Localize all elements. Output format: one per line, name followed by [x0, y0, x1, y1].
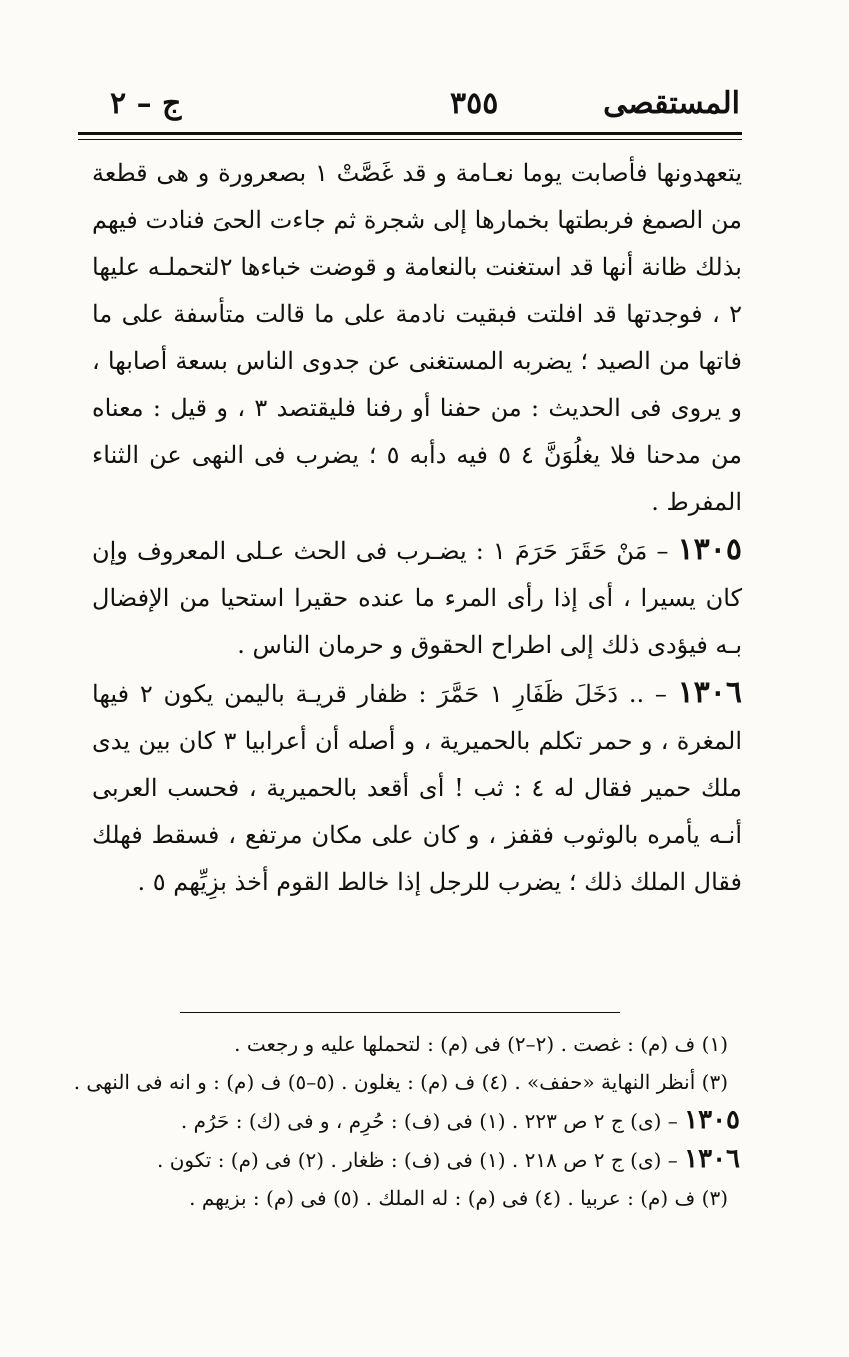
paragraph-continuation: يتعهدونها فأصابت يوما نعـامة و قد غَصَّتْ ١ بصعرورة و هى قطعة من الصمغ فربطتها بخمارها إلى شجرة ثم جاءت الحىَ فنادت فيهم بذلك ظانة أنها قد استغنت بالنعامة و قوضت خباءها ٢لتحملـه عليها ٢ ، فوجدتها قد افلتت فبقيت نادمة على ما قالت متأسفة على ما فاتها من الصيد ؛ يضربه المستغنى عن جدوى الناس بسعة أصابها ، و يروى فى الحديث : من حفنا أو رفنا فليقتصد ٣ ، و قيل : معناه من مدحنا فلا يغلُوَنَّ ٤ ٥ فيه دأبه ٥ ؛ يضرب فى النهى عن الثناء المفرط . [92, 159, 743, 516]
entry-text-1306: – .. دَخَلَ ظَفَارِ ١ حَمَّرَ : ظفار قريـة باليمن يكون ٢ فيها المغرة ، و حمر تكلم بالحميرية ، و أصله أن أعرابيا ٣ كان بين يدى ملك حمير فقال له ٤ : ثب ! أى أقعد بالحميرية ، فحسب العربى أنـه يأمره بالوثوب فقفز ، و كان على مكان مرتفع ، فسقط فهلك فقال الملك ذلك ؛ يضرب للرجل إذا خالط القوم أخذ بزِيِّهم ٥ . [92, 680, 743, 896]
footnotes [73, 1025, 740, 1217]
book-title: المستقصى [603, 86, 740, 121]
footnote-entry-number: ١٣٠٦ [684, 1144, 740, 1174]
header-rule-thick [78, 132, 742, 135]
entry-number-1305: ١٣٠٥ [677, 532, 742, 567]
entry-text-1305: – مَنْ حَقَرَ حَرَمَ ١ : يضـرب فى الحث عـلى المعروف وإن كان يسيرا ، أى إذا رأى المرء ما عنده حقيرا استحيا من الإفضال بـه فيؤدى ذلك إلى اطراح الحقوق و حرمان الناس . [92, 537, 742, 659]
footnote-separator [180, 1012, 620, 1013]
footnote-text: – (ى) ج ٢ ص ٢٢٣ . (١) فى (ف) : حُرِم ، و فى (ك) : حَرُم . [180, 1109, 678, 1133]
footnote-line: (٣) أنظر النهاية «حفف» . (٤) ف (م) : يغلون . (٥–٥) ف (م) : و انه فى النهى . [73, 1070, 728, 1094]
running-header [80, 78, 740, 128]
entry-1306 [92, 669, 742, 906]
main-text [92, 150, 742, 906]
footnote-line: (٣) ف (م) : عربيا . (٤) فى (م) : له الملك . (٥) فى (م) : بزيهم . [189, 1186, 728, 1210]
footnote-line [90, 1101, 740, 1140]
footnote-entry-number: ١٣٠٥ [684, 1105, 740, 1135]
header-rule-thin [78, 139, 742, 140]
footnote-text: – (ى) ج ٢ ص ٢١٨ . (١) فى (ف) : ظغار . (٢) فى (م) : تكون . [156, 1148, 678, 1172]
page-number: ٣٥٥ [450, 86, 499, 121]
footnote-line: (١) ف (م) : غصت . (٢–٢) فى (م) : لتحملها عليه و رجعت . [234, 1032, 728, 1056]
footnote-line [90, 1140, 740, 1179]
entry-1305 [92, 526, 742, 669]
volume-label: ج – ٢ [110, 86, 182, 121]
entry-number-1306: ١٣٠٦ [677, 675, 743, 710]
